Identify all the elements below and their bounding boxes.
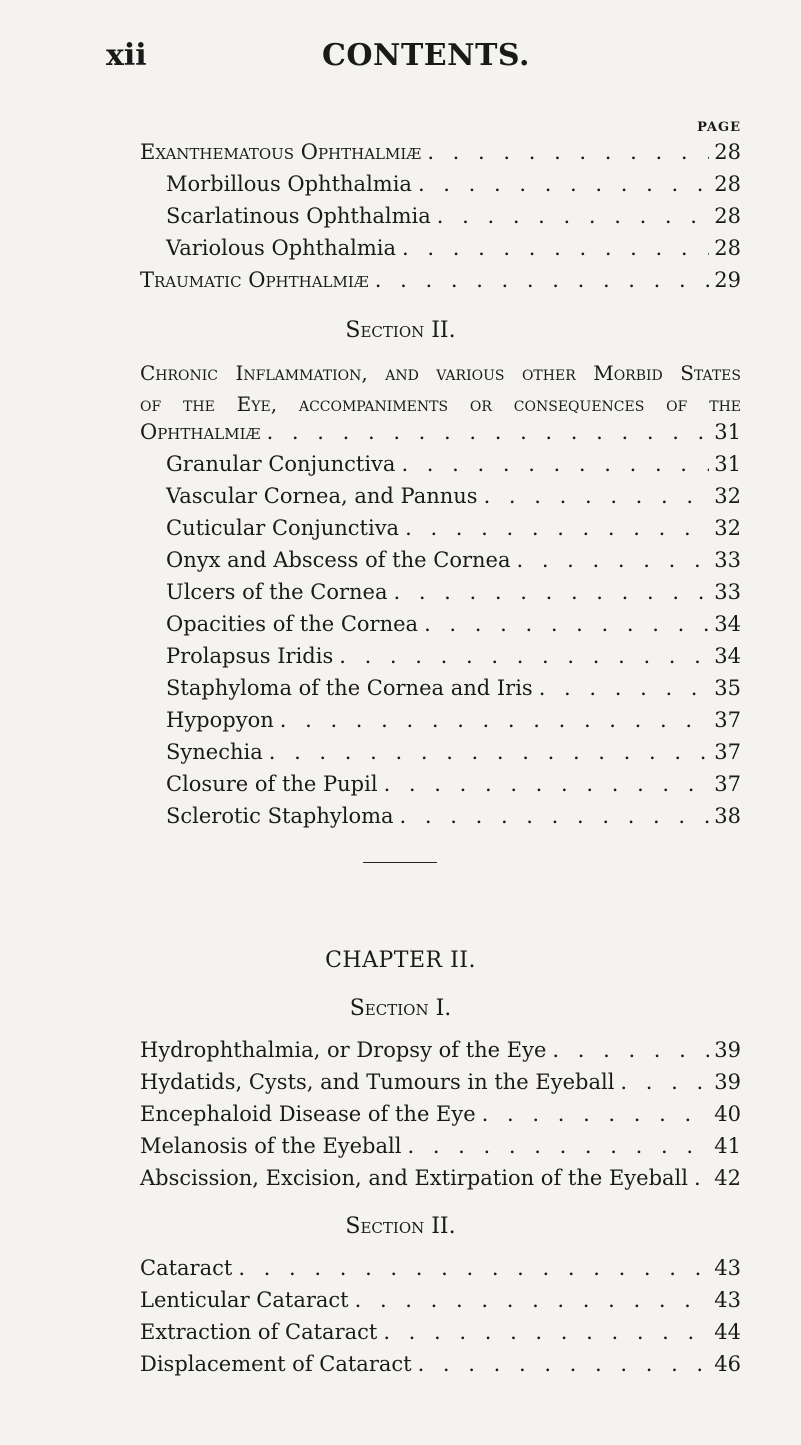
toc-entry — [166, 204, 741, 234]
leader-dots — [614, 1070, 709, 1094]
toc-entry-page: 43 — [714, 1288, 741, 1312]
divider-rule — [363, 862, 437, 863]
toc-entry-title: Variolous Ophthalmia — [166, 236, 397, 260]
section-heading: Section I. — [349, 996, 452, 1021]
toc-entry-page: 32 — [714, 484, 741, 508]
toc-entry-title: Prolapsus Iridis — [166, 644, 334, 668]
toc-entry-title: Traumatic Ophthalmiæ — [140, 268, 369, 292]
toc-entry-page: 42 — [714, 1166, 741, 1190]
toc-entry-title: Cuticular Conjunctiva — [166, 516, 400, 540]
toc-entry — [140, 1288, 741, 1318]
toc-entry-page: 43 — [714, 1256, 741, 1280]
leader-dots — [412, 172, 709, 196]
toc-entry-title: Encephaloid Disease of the Eye — [140, 1102, 476, 1126]
toc-entry-page: 39 — [714, 1070, 741, 1094]
toc-entry-title: Hypopyon — [166, 708, 274, 732]
leader-dots — [476, 1102, 709, 1126]
leader-dots — [546, 1038, 709, 1062]
toc-entry-title: Onyx and Abscess of the Cornea — [166, 548, 511, 572]
toc-entry — [166, 548, 741, 578]
leader-dots — [418, 612, 709, 636]
leader-dots — [412, 1352, 709, 1376]
toc-entry-page: 34 — [714, 612, 741, 636]
leader-dots — [421, 140, 709, 164]
toc-entry-page: 28 — [714, 172, 741, 196]
toc-entry-page: 31 — [714, 420, 741, 444]
toc-entry — [140, 1166, 741, 1196]
toc-entry — [166, 236, 741, 266]
toc-entry — [140, 268, 741, 298]
toc-entry-title: Exanthematous Ophthalmiæ — [140, 140, 422, 164]
toc-entry — [166, 740, 741, 770]
toc-entry-title: Morbillous Ophthalmia — [166, 172, 412, 196]
chronic-heading-line1: Chronic Inflammation, and various other Morbid States — [140, 361, 741, 385]
toc-entry — [140, 420, 741, 450]
leader-dots — [394, 804, 709, 828]
leader-dots — [261, 420, 709, 444]
leader-dots — [396, 236, 709, 260]
toc-entry — [166, 804, 741, 834]
chapter-heading: CHAPTER II. — [325, 948, 476, 973]
page-column-label: PAGE — [697, 120, 741, 135]
toc-entry-title: Extraction of Cataract — [140, 1320, 378, 1344]
leader-dots — [688, 1166, 709, 1190]
toc-entry-page: 29 — [714, 268, 741, 292]
section-heading: Section II. — [345, 318, 456, 343]
toc-entry-page: 31 — [714, 452, 741, 476]
toc-entry-page: 34 — [714, 644, 741, 668]
running-head-title: CONTENTS. — [322, 38, 530, 73]
toc-entry-page: 28 — [714, 236, 741, 260]
toc-entry-page: 39 — [714, 1038, 741, 1062]
toc-entry-page: 32 — [714, 516, 741, 540]
toc-entry-title: Lenticular Cataract — [140, 1288, 349, 1312]
toc-entry-title: Cataract — [140, 1256, 233, 1280]
toc-entry-page: 33 — [714, 548, 741, 572]
toc-entry — [140, 1070, 741, 1100]
chronic-heading-line2: of the Eye, accompaniments or consequences of the — [140, 392, 741, 416]
toc-entry — [140, 1256, 741, 1286]
toc-entry-page: 44 — [714, 1320, 741, 1344]
toc-entry-title: Hydrophthalmia, or Dropsy of the Eye — [140, 1038, 547, 1062]
toc-entry-title: Ulcers of the Cornea — [166, 580, 388, 604]
toc-entry — [140, 1352, 741, 1382]
leader-dots — [387, 580, 709, 604]
toc-entry — [166, 644, 741, 674]
toc-entry-title: Synechia — [166, 740, 263, 764]
toc-entry — [140, 140, 741, 170]
toc-entry — [166, 708, 741, 738]
toc-entry-title: Granular Conjunctiva — [166, 452, 396, 476]
leader-dots — [401, 1134, 709, 1158]
toc-entry-title: Abscission, Excision, and Extirpation of the Eyeball — [140, 1166, 688, 1190]
leader-dots — [232, 1256, 709, 1280]
leader-dots — [378, 772, 709, 796]
toc-entry-page: 41 — [714, 1134, 741, 1158]
leader-dots — [333, 644, 709, 668]
toc-entry — [166, 580, 741, 610]
leader-dots — [510, 548, 709, 572]
toc-entry-page: 37 — [714, 772, 741, 796]
leader-dots — [399, 516, 709, 540]
toc-entry — [166, 612, 741, 642]
toc-entry — [166, 452, 741, 482]
toc-entry-title: Hydatids, Cysts, and Tumours in the Eyeball — [140, 1070, 615, 1094]
toc-entry-page: 37 — [714, 708, 741, 732]
toc-entry-page: 37 — [714, 740, 741, 764]
leader-dots — [478, 484, 709, 508]
running-head — [106, 38, 746, 78]
toc-entry-title: Displacement of Cataract — [140, 1352, 412, 1376]
leader-dots — [263, 740, 709, 764]
chronic-heading — [140, 358, 741, 420]
toc-entry-page: 46 — [714, 1352, 741, 1376]
toc-entry — [140, 1038, 741, 1068]
toc-entry — [140, 1134, 741, 1164]
toc-entry-title: Ophthalmiæ — [140, 420, 261, 444]
leader-dots — [377, 1320, 709, 1344]
toc-entry — [140, 1320, 741, 1350]
section-heading: Section II. — [345, 1214, 456, 1239]
toc-entry-page: 28 — [714, 204, 741, 228]
toc-entry — [166, 516, 741, 546]
toc-entry-title: Scarlatinous Ophthalmia — [166, 204, 431, 228]
leader-dots — [431, 204, 709, 228]
toc-entry-title: Melanosis of the Eyeball — [140, 1134, 402, 1158]
page-folio: xii — [106, 38, 147, 73]
toc-entry-page: 35 — [714, 676, 741, 700]
leader-dots — [349, 1288, 709, 1312]
toc-entry-page: 33 — [714, 580, 741, 604]
toc-entry-title: Staphyloma of the Cornea and Iris — [166, 676, 533, 700]
leader-dots — [369, 268, 709, 292]
toc-entry-page: 40 — [714, 1102, 741, 1126]
toc-entry-title: Closure of the Pupil — [166, 772, 378, 796]
toc-entry-page: 28 — [714, 140, 741, 164]
toc-entry-page: 38 — [714, 804, 741, 828]
toc-entry-title: Opacities of the Cornea — [166, 612, 419, 636]
leader-dots — [533, 676, 709, 700]
toc-entry — [166, 484, 741, 514]
toc-entry-title: Sclerotic Staphyloma — [166, 804, 394, 828]
toc-entry — [140, 1102, 741, 1132]
leader-dots — [395, 452, 709, 476]
toc-entry-title: Vascular Cornea, and Pannus — [166, 484, 478, 508]
toc-entry — [166, 172, 741, 202]
toc-entry — [166, 772, 741, 802]
toc-entry — [166, 676, 741, 706]
leader-dots — [274, 708, 709, 732]
